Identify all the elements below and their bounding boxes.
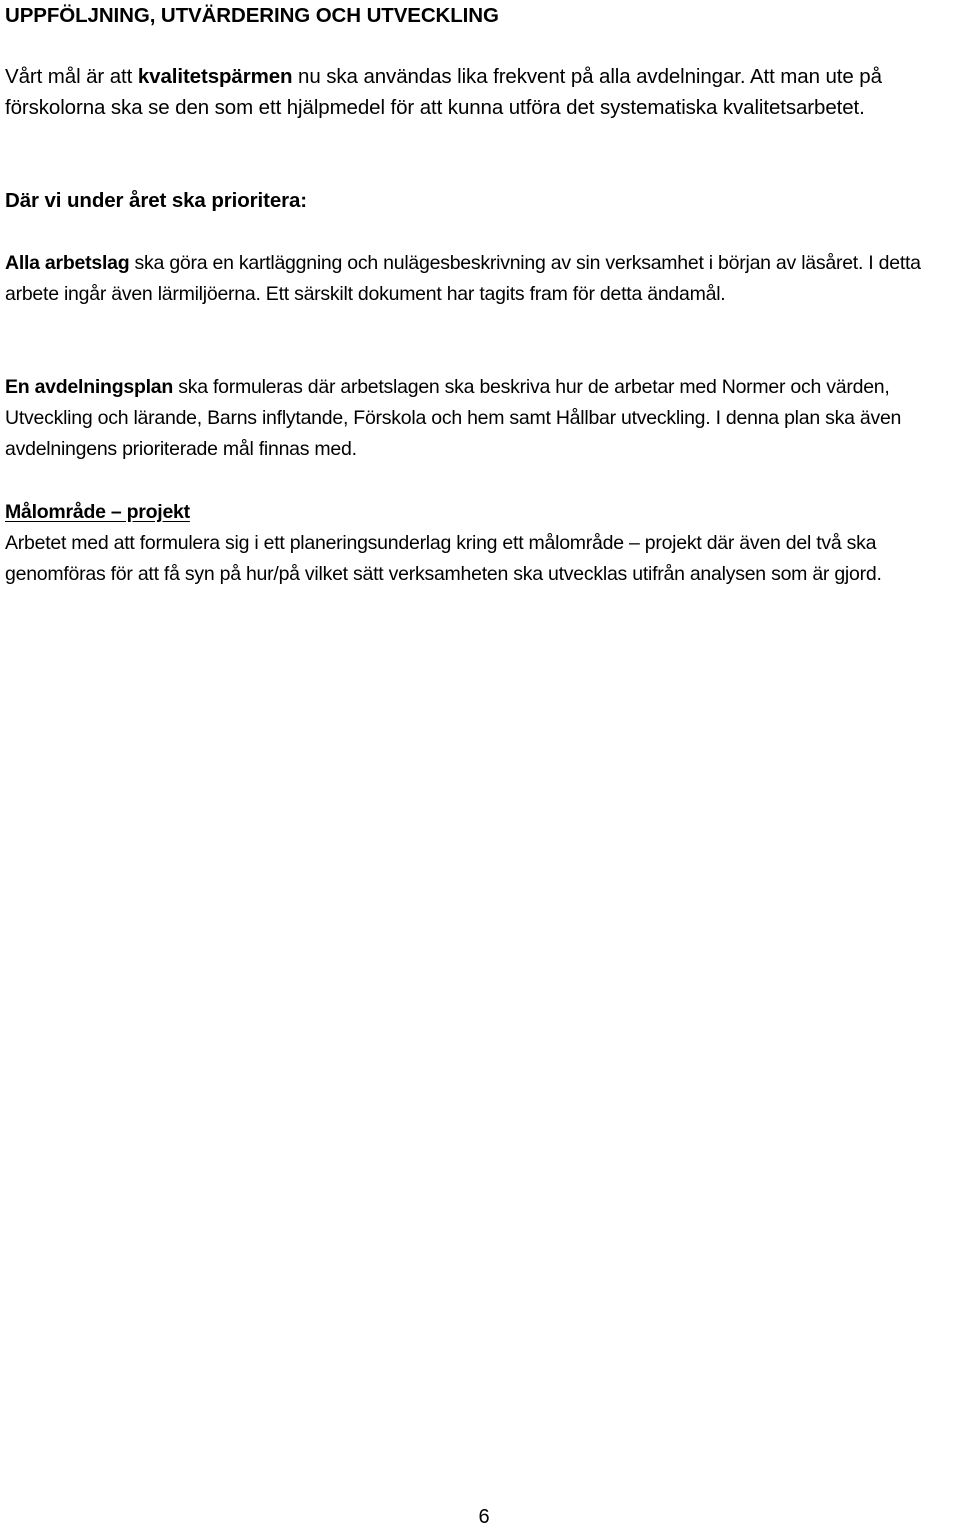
- department-plan-bold: En avdelningsplan: [5, 376, 174, 398]
- intro-bold-term: kvalitetspärmen: [137, 65, 293, 88]
- intro-text-end: nu ska användas lika frekvent på alla avdelningar. Att man ute på förskolorna ska se den som ett hjälpmedel för att kunna utföra det systematiska kvalitetsarbetet.: [5, 65, 882, 119]
- department-plan-paragraph: [5, 372, 960, 465]
- goal-area-paragraph: Arbetet med att formulera sig i ett planeringsunderlag kring ett målområde – projekt där även del två ska genomföras för att få syn på hur/på vilket sätt verksamheten ska utvecklas utifrån analysen som är gjord.: [5, 532, 882, 585]
- all-workteams-paragraph: [5, 248, 960, 310]
- all-workteams-bold: Alla arbetslag: [5, 252, 130, 274]
- section-title: UPPFÖLJNING, UTVÄRDERING OCH UTVECKLING: [5, 4, 499, 27]
- priority-heading: Där vi under året ska prioritera:: [5, 189, 308, 212]
- intro-paragraph: [5, 61, 945, 123]
- page-number: 6: [478, 1506, 490, 1528]
- all-workteams-text: ska göra en kartläggning och nulägesbeskrivning av sin verksamhet i början av läsåret. I detta arbete ingår även lärmiljöerna. Ett särskilt dokument har tagits fram för detta ändamål.: [5, 252, 921, 305]
- department-plan-text: ska formuleras där arbetslagen ska beskriva hur de arbetar med Normer och värden, Utveckling och lärande, Barns inflytande, Förskola och hem samt Hållbar utveckling. I denna plan ska även avdelningens prioriterade mål finnas med.: [5, 376, 902, 460]
- goal-area-heading: Målområde – projekt: [5, 501, 190, 523]
- intro-text-start: Vårt mål är att: [5, 65, 138, 88]
